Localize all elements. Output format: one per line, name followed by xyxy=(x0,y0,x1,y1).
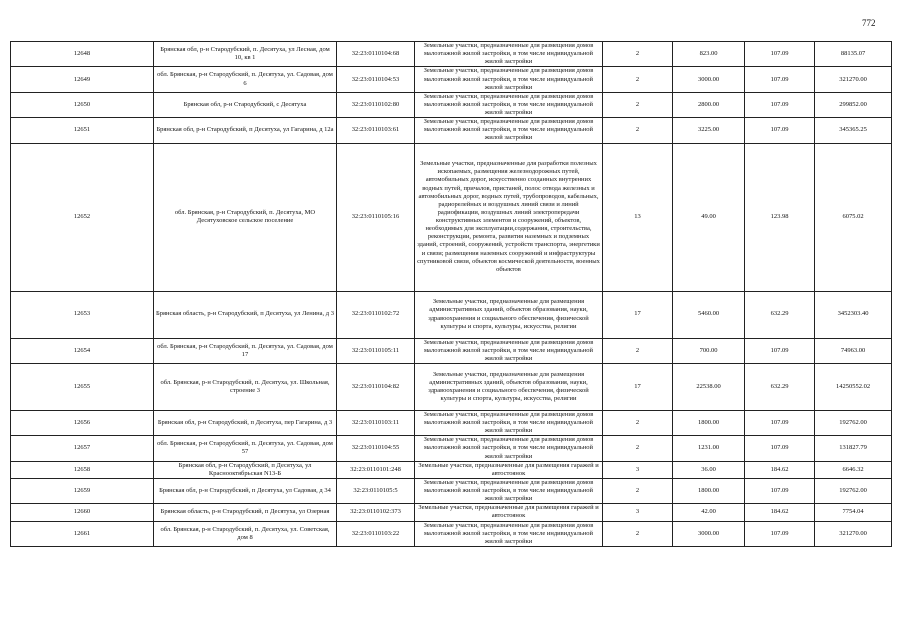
land-use-cell: Земельные участки, предназначенные для размещения домов малоэтажной жилой застройки, в том числе индивидуальной жилой застройки xyxy=(415,410,603,435)
land-use-cell: Земельные участки, предназначенные для размещения гаражей и автостоянок xyxy=(415,461,603,478)
category-cell: 13 xyxy=(603,143,673,291)
table-row xyxy=(11,478,892,503)
area-cell: 49.00 xyxy=(673,143,745,291)
table-row xyxy=(11,143,892,291)
specific-value-cell: 107.09 xyxy=(745,92,815,117)
address-cell: Брянская обл, р-н Стародубский, п. Десятуха, ул Лесная, дом 10, кв 1 xyxy=(154,42,337,67)
area-cell: 5460.00 xyxy=(673,291,745,338)
specific-value-cell: 123.98 xyxy=(745,143,815,291)
row-number-cell: 12659 xyxy=(11,478,154,503)
area-cell: 3000.00 xyxy=(673,67,745,92)
table-row xyxy=(11,363,892,410)
address-cell: обл. Брянская, р-н Стародубский, п. Десятуха, ул. Советская, дом 8 xyxy=(154,521,337,546)
area-cell: 36.00 xyxy=(673,461,745,478)
cadastral-value-cell: 321270.00 xyxy=(815,67,892,92)
category-cell: 2 xyxy=(603,410,673,435)
category-cell: 2 xyxy=(603,67,673,92)
land-use-cell: Земельные участки, предназначенные для размещения административных зданий, объектов образования, науки, здравоохранения и социального обеспечения, физической культуры и спорта, культуры, искусства, религии xyxy=(415,291,603,338)
category-cell: 3 xyxy=(603,504,673,521)
cadastral-value-cell: 14250552.02 xyxy=(815,363,892,410)
land-use-cell: Земельные участки, предназначенные для разработки полезных ископаемых, размещения железнодорожных путей, автомобильных дорог, искусственно созданных внутренних водных путей, причалов, пристаней, полос отвода железных и автомобильных дорог, водных путей, трубопроводов, кабельных, радиорелейных и воздушных линий связи и линий радиофикации, воздушных линий электропередачи конструктивных элементов и сооружений, объектов, необходимых для эксплуатации,содержания, строительства, реконструкции, ремонта, развития наземных и подземных зданий, строений, сооружений, устройств транспорта, энергетики и связи; размещения наземных сооружений и инфраструктуры спутниковой связи, объектов космической деятельности, военных объектов xyxy=(415,143,603,291)
land-use-cell: Земельные участки, предназначенные для размещения домов малоэтажной жилой застройки, в том числе индивидуальной жилой застройки xyxy=(415,118,603,143)
category-cell: 17 xyxy=(603,291,673,338)
area-cell: 2800.00 xyxy=(673,92,745,117)
cadastral-number-cell: 32:23:0110103:11 xyxy=(337,410,415,435)
specific-value-cell: 107.09 xyxy=(745,410,815,435)
cadastral-value-cell: 88135.07 xyxy=(815,42,892,67)
cadastral-value-cell: 321270.00 xyxy=(815,521,892,546)
row-number-cell: 12654 xyxy=(11,338,154,363)
row-number-cell: 12656 xyxy=(11,410,154,435)
area-cell: 3225.00 xyxy=(673,118,745,143)
address-cell: обл. Брянская, р-н Стародубский, п. Десятуха, МО Десятуховское сельское поселение xyxy=(154,143,337,291)
row-number-cell: 12660 xyxy=(11,504,154,521)
address-cell: обл. Брянская, р-н Стародубский, п. Десятуха, ул. Садовая, дом 17 xyxy=(154,338,337,363)
cadastral-value-cell: 192762.00 xyxy=(815,410,892,435)
cadastral-value-cell: 299852.00 xyxy=(815,92,892,117)
area-cell: 1800.00 xyxy=(673,410,745,435)
cadastral-number-cell: 32:23:0110103:22 xyxy=(337,521,415,546)
row-number-cell: 12661 xyxy=(11,521,154,546)
row-number-cell: 12655 xyxy=(11,363,154,410)
row-number-cell: 12652 xyxy=(11,143,154,291)
cadastral-number-cell: 32:23:0110104:55 xyxy=(337,436,415,461)
cadastral-number-cell: 32:23:0110102:80 xyxy=(337,92,415,117)
table-row xyxy=(11,338,892,363)
cadastral-value-cell: 74963.00 xyxy=(815,338,892,363)
table-row xyxy=(11,67,892,92)
cadastral-number-cell: 32:23:0110103:61 xyxy=(337,118,415,143)
specific-value-cell: 632.29 xyxy=(745,363,815,410)
category-cell: 3 xyxy=(603,461,673,478)
land-use-cell: Земельные участки, предназначенные для размещения домов малоэтажной жилой застройки, в том числе индивидуальной жилой застройки xyxy=(415,478,603,503)
category-cell: 2 xyxy=(603,42,673,67)
cadastral-number-cell: 32:23:0110104:82 xyxy=(337,363,415,410)
area-cell: 823.00 xyxy=(673,42,745,67)
category-cell: 2 xyxy=(603,118,673,143)
address-cell: Брянская обл, р-н Стародубский, п Десятуха, ул Гагарина, д 12а xyxy=(154,118,337,143)
cadastral-number-cell: 32:23:0110105:16 xyxy=(337,143,415,291)
cadastral-value-cell: 345365.25 xyxy=(815,118,892,143)
table-row xyxy=(11,92,892,117)
category-cell: 2 xyxy=(603,92,673,117)
row-number-cell: 12649 xyxy=(11,67,154,92)
area-cell: 1231.00 xyxy=(673,436,745,461)
specific-value-cell: 107.09 xyxy=(745,436,815,461)
specific-value-cell: 184.62 xyxy=(745,461,815,478)
specific-value-cell: 107.09 xyxy=(745,521,815,546)
category-cell: 2 xyxy=(603,436,673,461)
cadastral-number-cell: 32:23:0110104:68 xyxy=(337,42,415,67)
cadastral-number-cell: 32:23:0110105:5 xyxy=(337,478,415,503)
land-use-cell: Земельные участки, предназначенные для размещения домов малоэтажной жилой застройки, в том числе индивидуальной жилой застройки xyxy=(415,92,603,117)
area-cell: 42.00 xyxy=(673,504,745,521)
address-cell: Брянская обл, р-н Стародубский, п Десятуха, ул Садовая, д 34 xyxy=(154,478,337,503)
cadastral-value-cell: 3452303.40 xyxy=(815,291,892,338)
table-row xyxy=(11,291,892,338)
cadastral-number-cell: 32:23:0110102:72 xyxy=(337,291,415,338)
land-use-cell: Земельные участки, предназначенные для размещения домов малоэтажной жилой застройки, в том числе индивидуальной жилой застройки xyxy=(415,67,603,92)
row-number-cell: 12648 xyxy=(11,42,154,67)
category-cell: 17 xyxy=(603,363,673,410)
registry-rows xyxy=(11,42,892,547)
category-cell: 2 xyxy=(603,478,673,503)
table-row xyxy=(11,461,892,478)
row-number-cell: 12653 xyxy=(11,291,154,338)
specific-value-cell: 632.29 xyxy=(745,291,815,338)
area-cell: 700.00 xyxy=(673,338,745,363)
area-cell: 22538.00 xyxy=(673,363,745,410)
cadastral-value-cell: 7754.04 xyxy=(815,504,892,521)
table-row xyxy=(11,410,892,435)
specific-value-cell: 107.09 xyxy=(745,478,815,503)
cadastral-value-cell: 6646.32 xyxy=(815,461,892,478)
area-cell: 1800.00 xyxy=(673,478,745,503)
category-cell: 2 xyxy=(603,338,673,363)
table-row xyxy=(11,504,892,521)
land-use-cell: Земельные участки, предназначенные для размещения домов малоэтажной жилой застройки, в том числе индивидуальной жилой застройки xyxy=(415,338,603,363)
row-number-cell: 12658 xyxy=(11,461,154,478)
address-cell: обл. Брянская, р-н Стародубский, п. Десятуха, ул. Садовая, дом 57 xyxy=(154,436,337,461)
address-cell: Брянская область, р-н Стародубский, п Десятуха, ул Ленина, д 3 xyxy=(154,291,337,338)
specific-value-cell: 107.09 xyxy=(745,118,815,143)
address-cell: обл. Брянская, р-н Стародубский, п. Десятуха, ул. Школьная, строение 3 xyxy=(154,363,337,410)
category-cell: 2 xyxy=(603,521,673,546)
land-use-cell: Земельные участки, предназначенные для размещения домов малоэтажной жилой застройки, в том числе индивидуальной жилой застройки xyxy=(415,42,603,67)
land-use-cell: Земельные участки, предназначенные для размещения административных зданий, объектов образования, науки, здравоохранения и социального обеспечения, физической культуры и спорта, культуры, искусства, религии xyxy=(415,363,603,410)
land-use-cell: Земельные участки, предназначенные для размещения домов малоэтажной жилой застройки, в том числе индивидуальной жилой застройки xyxy=(415,521,603,546)
registry-table xyxy=(10,41,892,547)
table-row xyxy=(11,118,892,143)
address-cell: Брянская область, р-н Стародубский, п Десятуха, ул Озерная xyxy=(154,504,337,521)
address-cell: Брянская обл, р-н Стародубский, с Десятуха xyxy=(154,92,337,117)
table-row xyxy=(11,436,892,461)
cadastral-number-cell: 32:23:0110102:373 xyxy=(337,504,415,521)
specific-value-cell: 107.09 xyxy=(745,67,815,92)
address-cell: Брянская обл, р-н Стародубский, п Десятуха, ул Красноoктябрьская N13-Б xyxy=(154,461,337,478)
row-number-cell: 12657 xyxy=(11,436,154,461)
land-use-cell: Земельные участки, предназначенные для размещения домов малоэтажной жилой застройки, в том числе индивидуальной жилой застройки xyxy=(415,436,603,461)
area-cell: 3000.00 xyxy=(673,521,745,546)
row-number-cell: 12650 xyxy=(11,92,154,117)
cadastral-value-cell: 192762.00 xyxy=(815,478,892,503)
row-number-cell: 12651 xyxy=(11,118,154,143)
table-row xyxy=(11,521,892,546)
specific-value-cell: 107.09 xyxy=(745,42,815,67)
specific-value-cell: 107.09 xyxy=(745,338,815,363)
cadastral-value-cell: 6075.02 xyxy=(815,143,892,291)
table-row xyxy=(11,42,892,67)
address-cell: обл. Брянская, р-н Стародубский, п. Десятуха, ул. Садовая, дом 6 xyxy=(154,67,337,92)
cadastral-value-cell: 131827.79 xyxy=(815,436,892,461)
cadastral-number-cell: 32:23:0110105:11 xyxy=(337,338,415,363)
address-cell: Брянская обл, р-н Стародубский, п Десятуха, пер Гагарина, д 3 xyxy=(154,410,337,435)
cadastral-number-cell: 32:23:0110104:53 xyxy=(337,67,415,92)
land-use-cell: Земельные участки, предназначенные для размещения гаражей и автостоянок xyxy=(415,504,603,521)
specific-value-cell: 184.62 xyxy=(745,504,815,521)
page-number: 772 xyxy=(862,18,876,28)
cadastral-number-cell: 32:23:0110101:248 xyxy=(337,461,415,478)
